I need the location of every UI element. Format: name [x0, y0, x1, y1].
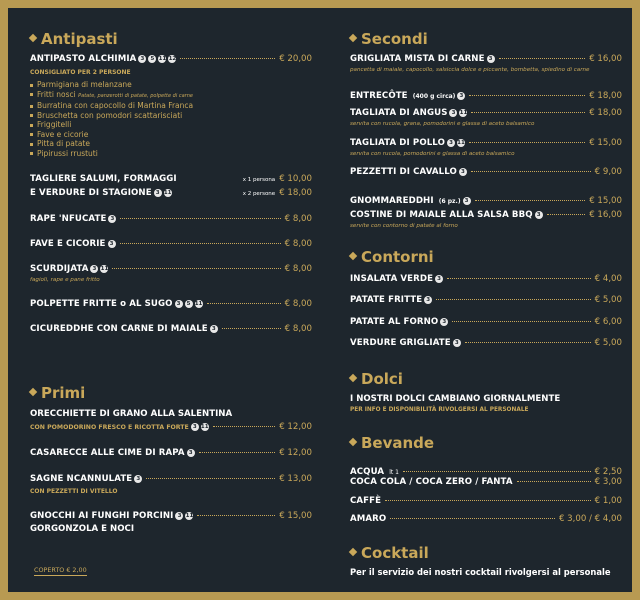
allergen-icon: 3: [447, 139, 455, 147]
allergen-icon: 3: [90, 265, 98, 273]
tagliata-angus-note: servita con rucola, grana, pomodorini e glassa di aceto balsamico: [350, 121, 535, 127]
allergen-icon: 11: [194, 301, 203, 307]
leader-dots: [499, 58, 586, 59]
bullet-icon: [30, 105, 33, 108]
list-item: Burratina con capocollo di Martina Franca: [30, 101, 193, 111]
dolci-note: PER INFO E DISPONIBILITÀ RIVOLGERSI AL PERSONALE: [350, 407, 529, 413]
menu-item-patate-forno: PATATE AL FORNO 3 € 6,00: [350, 317, 622, 327]
allergen-icon: 11: [163, 190, 172, 196]
leader-dots: [207, 303, 281, 304]
menu-item-gnommareddhi: GNOMMAREDDHI (6 pz.) 3 € 15,00: [350, 196, 622, 206]
leader-dots: [390, 518, 555, 519]
allergen-icon: 3: [449, 109, 457, 117]
diamond-icon: [349, 437, 357, 445]
leader-dots: [469, 142, 585, 143]
cocktail-text: Per il servizio dei nostri cocktail rivolgersi al personale: [350, 567, 611, 577]
allergen-icon: 11: [100, 266, 109, 272]
menu-item-fave: FAVE E CICORIE 3 € 8,00: [30, 239, 312, 249]
allergen-icon: 3: [487, 55, 495, 63]
allergen-icon: 3: [535, 211, 543, 219]
allergen-icon: 3: [463, 197, 471, 205]
menu-item-tagliere-2: E VERDURE DI STAGIONE 3 11 x 2 persone € 18,00: [30, 188, 312, 198]
secondi-heading: Secondi: [350, 30, 428, 48]
leader-dots: [403, 471, 591, 472]
menu-item-costine: COSTINE DI MAIALE ALLA SALSA BBQ 3 € 16,00: [350, 210, 622, 220]
allergen-icon: 3: [435, 275, 443, 283]
leader-dots: [436, 299, 590, 300]
diamond-icon: [29, 387, 37, 395]
list-item: Pitta di patate: [30, 139, 193, 149]
allergen-icon: 12: [168, 56, 177, 62]
alchimia-note: CONSIGLIATO PER 2 PERSONE: [30, 69, 131, 76]
leader-dots: [385, 500, 591, 501]
menu-board: [8, 8, 632, 592]
allergen-icon: 3: [210, 325, 218, 333]
menu-item-sagne: SAGNE NCANNULATE 3 € 13,00: [30, 474, 312, 484]
allergen-icon: 3: [457, 92, 465, 100]
menu-item-tagliata-angus: TAGLIATA DI ANGUS 3 11 € 18,00: [350, 108, 622, 118]
bullet-icon: [30, 93, 33, 96]
dolci-text: I NOSTRI DOLCI CAMBIANO GIORNALMENTE: [350, 394, 561, 404]
allergen-icon: 3: [134, 475, 142, 483]
diamond-icon: [349, 373, 357, 381]
primi-heading: Primi: [30, 384, 85, 402]
diamond-icon: [349, 547, 357, 555]
tagliata-pollo-note: servita con rucola, pomodorini e glassa di aceto balsamico: [350, 151, 515, 157]
allergen-icon: 11: [158, 56, 167, 62]
scurdijata-note: fagioli, rape e pane fritto: [30, 277, 100, 283]
leader-dots: [475, 200, 586, 201]
menu-item-polpette: POLPETTE FRITTE o AL SUGO 3 5 11 € 8,00: [30, 299, 312, 309]
menu-item-amaro: AMARO € 3,00 / € 4,00: [350, 514, 622, 524]
menu-item-orecchiette: ORECCHIETTE DI GRANO ALLA SALENTINA: [30, 409, 233, 419]
allergen-icon: 3: [175, 300, 183, 308]
bullet-icon: [30, 143, 33, 146]
bullet-icon: [30, 114, 33, 117]
contorni-heading: Contorni: [350, 248, 434, 266]
allergen-icon: 3: [175, 512, 183, 520]
leader-dots: [199, 452, 276, 453]
allergen-icon: 11: [185, 513, 194, 519]
menu-item-orecchiette-sub: CON POMODORINO FRESCO E RICOTTA FORTE 3 11 € 12,00: [30, 422, 312, 432]
menu-item-gnocchi-line2: GORGONZOLA E NOCI: [30, 524, 135, 534]
menu-item-antipasto-alchimia: ANTIPASTO ALCHIMIA 3 5 11 12 € 20,00: [30, 54, 312, 64]
menu-item-gnocchi: GNOCCHI AI FUNGHI PORCINI 3 11 € 15,00: [30, 511, 312, 521]
leader-dots: [197, 515, 275, 516]
list-item: Friggitelli: [30, 120, 193, 130]
menu-item-cicureddhe: CICUREDDHE CON CARNE DI MAIALE 3 € 8,00: [30, 324, 312, 334]
menu-item-verdure: VERDURE GRIGLIATE 3 € 5,00: [350, 338, 622, 348]
menu-item-patate-fritte: PATATE FRITTE 3 € 5,00: [350, 295, 622, 305]
list-item: Fave e cicorie: [30, 130, 193, 140]
leader-dots: [547, 214, 586, 215]
leader-dots: [471, 171, 591, 172]
allergen-icon: 11: [457, 140, 465, 146]
menu-item-casarecce: CASARECCE ALLE CIME DI RAPA 3 € 12,00: [30, 448, 312, 458]
list-item: Bruschetta con pomodori scattarisciati: [30, 111, 193, 121]
leader-dots: [517, 481, 591, 482]
leader-dots: [213, 426, 275, 427]
bullet-icon: [30, 152, 33, 155]
menu-item-rape: RAPE 'NFUCATE 3 € 8,00: [30, 214, 312, 224]
list-item: Pipirussi rrustuti: [30, 149, 193, 159]
leader-dots: [180, 58, 275, 59]
allergen-icon: 3: [459, 168, 467, 176]
dolci-heading: Dolci: [350, 370, 403, 388]
allergen-icon: 3: [453, 339, 461, 347]
allergen-icon: 3: [108, 215, 116, 223]
menu-item-tagliata-pollo: TAGLIATA DI POLLO 3 11 € 15,00: [350, 138, 622, 148]
menu-item-caffe: CAFFÈ € 1,00: [350, 496, 622, 506]
leader-dots: [469, 95, 585, 96]
bevande-heading: Bevande: [350, 434, 434, 452]
allergen-icon: 11: [200, 424, 209, 430]
menu-item-cavallo: PEZZETTI DI CAVALLO 3 € 9,00: [350, 167, 622, 177]
menu-item-coca-cola: COCA COLA / COCA ZERO / FANTA € 3,00: [350, 477, 622, 487]
menu-item-tagliere-1: TAGLIERE SALUMI, FORMAGGI x 1 persona € 10,00: [30, 174, 312, 184]
diamond-icon: [349, 251, 357, 259]
leader-dots: [120, 218, 280, 219]
leader-dots: [222, 328, 281, 329]
list-item: Parmigiana di melanzane: [30, 80, 193, 90]
allergen-icon: 3: [154, 189, 162, 197]
allergen-icon: 3: [108, 240, 116, 248]
leader-dots: [120, 243, 281, 244]
allergen-icon: 11: [459, 110, 468, 116]
menu-item-grigliata: GRIGLIATA MISTA DI CARNE 3 € 16,00: [350, 54, 622, 64]
cocktail-heading: Cocktail: [350, 544, 429, 562]
menu-item-scurdijata: SCURDIJATA 3 11 € 8,00: [30, 264, 312, 274]
antipasti-heading: Antipasti: [30, 30, 118, 48]
diamond-icon: [29, 33, 37, 41]
bullet-icon: [30, 133, 33, 136]
leader-dots: [471, 112, 585, 113]
sagne-note: CON PEZZETTI DI VITELLO: [30, 488, 118, 495]
leader-dots: [447, 278, 591, 279]
allergen-icon: 3: [191, 423, 199, 431]
leader-dots: [146, 478, 275, 479]
menu-item-acqua: ACQUA lt 1 € 2,50: [350, 467, 622, 477]
coperto-note: COPERTO € 2,00: [34, 566, 87, 574]
antipasti-list: [30, 80, 193, 158]
menu-item-entrecote: ENTRECÔTE (400 g circa) 3 € 18,00: [350, 91, 622, 101]
allergen-icon: 3: [138, 55, 146, 63]
allergen-icon: 5: [148, 55, 156, 63]
bullet-icon: [30, 84, 33, 87]
leader-dots: [112, 268, 280, 269]
bullet-icon: [30, 124, 33, 127]
allergen-icon: 3: [424, 296, 432, 304]
allergen-icon: 5: [185, 300, 193, 308]
allergen-icon: 3: [440, 318, 448, 326]
list-item: Fritti nosci Patate, panzerotti di patate, polpette di carne: [30, 90, 193, 102]
leader-dots: [465, 342, 591, 343]
allergen-icon: 3: [187, 449, 195, 457]
menu-item-insalata: INSALATA VERDE 3 € 4,00: [350, 274, 622, 284]
diamond-icon: [349, 33, 357, 41]
grigliata-note: pancetta di maiale, capocollo, salsiccia dolce e piccante, bombetta, spiedino di carne: [350, 67, 590, 73]
leader-dots: [452, 321, 590, 322]
costine-note: servite con contorno di patate al forno: [350, 223, 458, 229]
